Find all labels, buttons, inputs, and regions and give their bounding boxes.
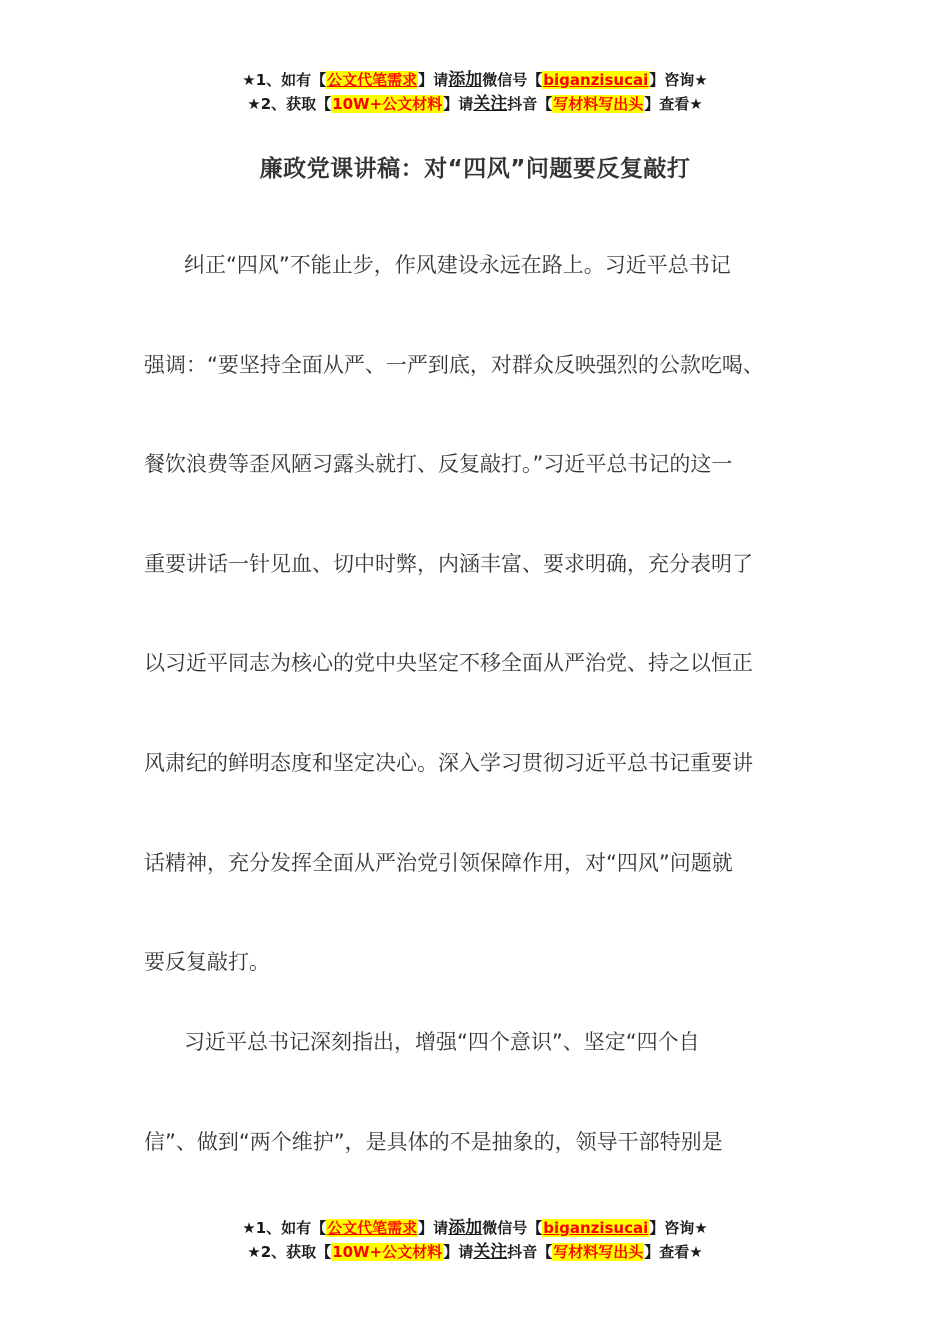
materials-highlight: 10W+公文材料 bbox=[332, 95, 443, 113]
text-line: 要反复敲打。 bbox=[144, 950, 270, 975]
document-body bbox=[144, 240, 809, 1216]
banner-line-2: ★2、获取【10W+公文材料】请关注抖音【写材料写出头】查看★ bbox=[247, 1242, 703, 1262]
follow-emphasis: 关注 bbox=[473, 94, 508, 114]
banner-line-1: ★1、如有【公文代笔需求】请添加微信号【biganzisucai】咨询★ bbox=[242, 70, 708, 90]
footer-banner bbox=[0, 1216, 950, 1264]
header-banner bbox=[0, 68, 950, 116]
text-line: 话精神，充分发挥全面从严治党引领保障作用，对“四风”问题就 bbox=[144, 850, 733, 875]
text-line: 重要讲话一针见血、切中时弊，内涵丰富、要求明确，充分表明了 bbox=[144, 551, 753, 576]
text-line: 强调：“要坚持全面从严、一严到底，对群众反映强烈的公款吃喝、 bbox=[144, 352, 764, 377]
douyin-account-highlight: 写材料写出头 bbox=[553, 1243, 644, 1261]
text-line: 信”、做到“两个维护”，是具体的不是抽象的，领导干部特别是 bbox=[144, 1129, 723, 1154]
text-line: 餐饮浪费等歪风陋习露头就打、反复敲打。”习近平总书记的这一 bbox=[144, 452, 733, 477]
text-line: 以习近平同志为核心的党中央坚定不移全面从严治党、持之以恒正 bbox=[144, 651, 753, 676]
add-emphasis: 添加 bbox=[448, 70, 483, 90]
text-line: 风肃纪的鲜明态度和坚定决心。深入学习贯彻习近平总书记重要讲 bbox=[144, 750, 753, 775]
materials-highlight: 10W+公文材料 bbox=[332, 1243, 443, 1261]
text-line: 纠正“四风”不能止步，作风建设永远在路上。习近平总书记 bbox=[184, 253, 731, 277]
add-emphasis: 添加 bbox=[448, 1218, 483, 1238]
banner-line-2: ★2、获取【10W+公文材料】请关注抖音【写材料写出头】查看★ bbox=[247, 94, 703, 114]
text-line: 习近平总书记深刻指出，增强“四个意识”、坚定“四个自 bbox=[184, 1030, 700, 1055]
wechat-id-highlight: biganzisucai bbox=[543, 1219, 649, 1237]
follow-emphasis: 关注 bbox=[473, 1242, 508, 1262]
service-highlight: 公文代笔需求 bbox=[327, 1219, 418, 1237]
document-title: 廉政党课讲稿：对“四风”问题要反复敲打 bbox=[259, 156, 691, 182]
douyin-account-highlight: 写材料写出头 bbox=[553, 95, 644, 113]
wechat-id-highlight: biganzisucai bbox=[543, 71, 649, 89]
banner-line-1: ★1、如有【公文代笔需求】请添加微信号【biganzisucai】咨询★ bbox=[242, 1218, 708, 1238]
service-highlight: 公文代笔需求 bbox=[327, 71, 418, 89]
